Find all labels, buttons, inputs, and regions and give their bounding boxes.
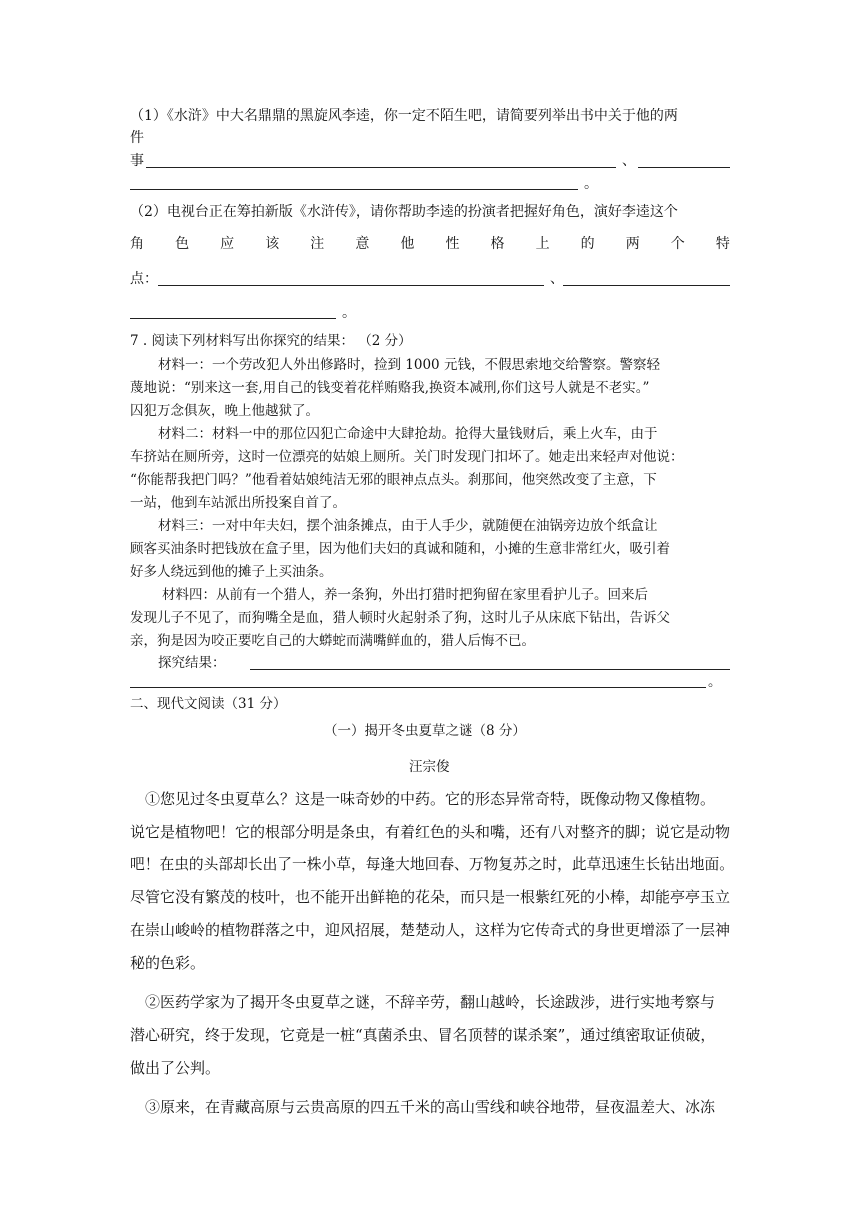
spread-char: 注 (310, 236, 325, 252)
material-4-line2: 发现儿子不见了，而狗嘴全是血，猎人顿时火起射杀了狗，这时儿子从床底下钻出，告诉父 (130, 610, 670, 626)
para1-line4: 尽管它没有繁茂的枝叶，也不能开出鲜艳的花朵，而只是一根紫红死的小棒，却能亭亭玉立 (130, 888, 731, 906)
answer-blank-5[interactable] (563, 285, 730, 286)
result-blank-2[interactable] (130, 687, 706, 688)
material-3-line1: 材料三：一对中年夫妇，摆个油条摊点，由于人手少，就随便在油锅旁边放个纸盒让 (158, 518, 658, 534)
spread-char: 性 (445, 236, 460, 252)
spread-char: 格 (490, 236, 505, 252)
spread-char: 角 (130, 236, 144, 252)
q7-title: 7 . 阅读下列材料写出你探究的结果： （2 分） (130, 333, 412, 349)
answer-blank-1[interactable] (146, 167, 616, 168)
material-1-line1: 材料一：一个劳改犯人外出修路时，捡到 1000 元钱，不假思索地交给警察。警察轻 (158, 357, 660, 373)
q6-part1-line1: （1）《水浒》中大名鼎鼎的黑旋风李逵，你一定不陌生吧，请简要列举出书中关于他的两 (130, 108, 678, 124)
answer-blank-2[interactable] (638, 167, 730, 168)
material-2-line1: 材料二：材料一中的那位囚犯亡命途中大肆抢劫。抢得大量钱财后，乘上火车，由于 (158, 426, 658, 442)
q6-part2-line2 (130, 234, 730, 254)
para1-line1: ①您见过冬虫夏草么？这是一味奇妙的中药。它的形态异常奇特，既像动物又像植物。 (145, 790, 716, 808)
spread-char: 意 (355, 236, 370, 252)
spread-char: 色 (175, 236, 190, 252)
result-end: 。 (708, 674, 722, 690)
result-blank-1[interactable] (250, 669, 730, 670)
article-author: 汪宗俊 (409, 759, 450, 775)
q6-part1-line2: 件 (130, 130, 144, 146)
q6-part1-line3-lead: 事 (130, 153, 144, 169)
spread-char: 该 (265, 236, 280, 252)
q6-part2-separator: 、 (550, 271, 564, 287)
para2-line2: 潜心研究，终于发现，它竟是一桩“真菌杀虫、冒名顶替的谋杀案”，通过缜密取证侦破， (130, 1026, 716, 1044)
material-4-line1: 材料四：从前有一个猎人，养一条狗，外出打猎时把狗留在家里看护儿子。回来后 (162, 587, 648, 603)
spread-char: 个 (670, 236, 685, 252)
spread-char: 应 (220, 236, 235, 252)
material-3-line2: 顾客买油条时把钱放在盒子里，因为他们夫妇的真诚和随和，小摊的生意非常红火，吸引着 (130, 541, 670, 557)
para1-line6: 秘的色彩。 (130, 954, 206, 972)
q6-part2-line1: （2）电视台正在筹拍新版《水浒传》，请你帮助李逵的扮演者把握好角色，演好李逵这个 (130, 204, 678, 220)
material-1-line2: 蔑地说：“别来这一套,用自己的钱变着花样贿赂我,换资本减刑,你们这号人就是不老实。” (130, 380, 650, 396)
q6-part2-end: 。 (342, 305, 356, 321)
result-label: 探究结果： (158, 655, 226, 671)
material-3-line3: 好多人绕远到他的摊子上买油条。 (130, 564, 333, 580)
q6-part2-line3-lead: 点： (130, 271, 158, 287)
spread-char: 特 (715, 236, 730, 252)
spread-char: 他 (400, 236, 415, 252)
answer-blank-4[interactable] (158, 285, 544, 286)
spread-char: 上 (535, 236, 550, 252)
para1-line2: 说它是植物吧！它的根部分明是条虫，有着红色的头和嘴，还有八对整齐的脚；说它是动物 (130, 823, 731, 841)
para2-line3: 做出了公判。 (130, 1059, 221, 1077)
para1-line5: 在崇山峻岭的植物群落之中，迎风招展，楚楚动人，这样为它传奇式的身世更增添了一层神 (130, 921, 731, 939)
q6-part1-end: 。 (584, 176, 598, 192)
material-2-line4: 一站，他到车站派出所投案自首了。 (130, 495, 346, 511)
q6-part1-separator: 、 (622, 153, 636, 169)
para3-line1: ③原来，在青藏高原与云贵高原的四五千米的高山雪线和峡谷地带，昼夜温差大、冰冻 (145, 1098, 716, 1116)
para1-line3: 吧！在虫的头部却长出了一株小草，每逢大地回春、万物复苏之时，此草迅速生长钻出地面。 (130, 855, 734, 873)
answer-blank-3[interactable] (130, 189, 578, 190)
material-1-line3: 囚犯万念俱灰，晚上他越狱了。 (130, 403, 319, 419)
para2-line1: ②医药学家为了揭开冬虫夏草之谜，不辞辛劳，翻山越岭，长途跋涉，进行实地考察与 (145, 993, 716, 1011)
spread-char: 的 (580, 236, 595, 252)
material-4-line3: 亲，狗是因为咬正要吃自己的大蟒蛇而满嘴鲜血的，猎人后悔不已。 (130, 633, 535, 649)
material-2-line3: “你能帮我把门吗？”他看着姑娘纯洁无邪的眼神点点头。刹那间，他突然改变了主意，下 (130, 472, 657, 488)
answer-blank-6[interactable] (130, 318, 336, 319)
article-title: （一）揭开冬虫夏草之谜（8 分） (324, 723, 526, 739)
spread-char: 两 (625, 236, 640, 252)
material-2-line2: 车挤站在厕所旁，这时一位漂亮的姑娘上厕所。关门时发现门扣坏了。她走出来轻声对他说： (130, 449, 684, 465)
section-heading: 二、现代文阅读（31 分） (130, 696, 287, 712)
